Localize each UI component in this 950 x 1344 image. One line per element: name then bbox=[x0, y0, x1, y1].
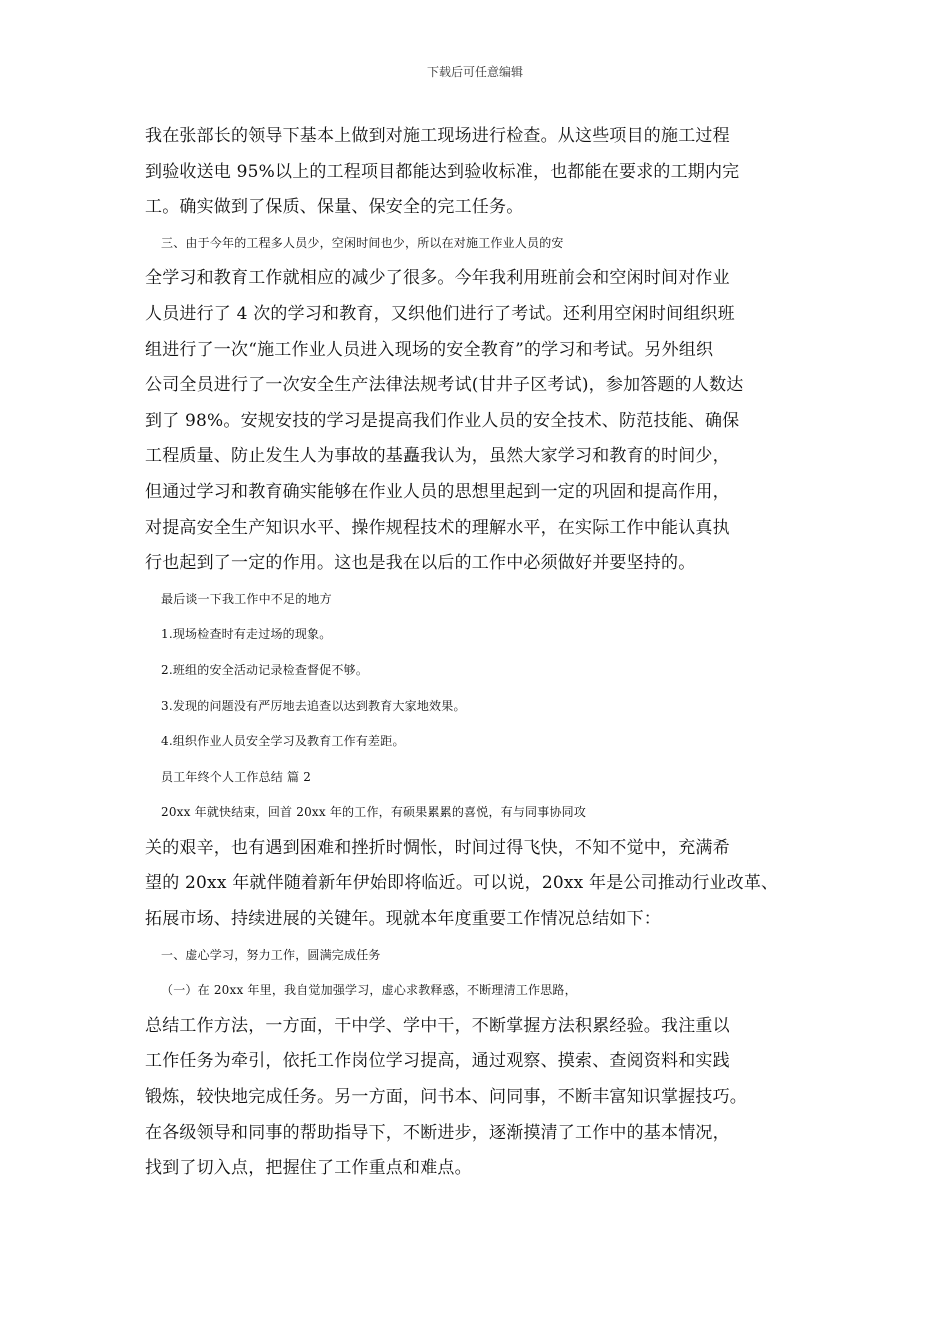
text-line: 公司全员进行了一次安全生产法律法规考试(甘井子区考试)，参加答题的人数达 bbox=[145, 375, 744, 396]
text-line: 人员进行了 4 次的学习和教育，又织他们进行了考试。还利用空闲时间组织班 bbox=[145, 303, 735, 324]
text-line: 关的艰辛，也有遇到困难和挫折时惆怅，时间过得飞快，不知不觉中，充满希 bbox=[145, 837, 730, 858]
text-line: 2.班组的安全活动记录检查督促不够。 bbox=[161, 662, 369, 677]
text-line: （一）在 20xx 年里，我自觉加强学习，虚心求教释惑，不断理清工作思路， bbox=[161, 983, 577, 998]
text-line: 到了 98%。安规安技的学习是提高我们作业人员的安全技术、防范技能、确保 bbox=[145, 410, 740, 431]
text-line: 锻炼，较快地完成任务。另一方面，问书本、问同事，不断丰富知识掌握技巧。 bbox=[145, 1087, 747, 1108]
text-line: 但通过学习和教育确实能够在作业人员的思想里起到一定的巩固和提高作用， bbox=[145, 481, 730, 502]
page-header-note: 下载后可任意编辑 bbox=[426, 65, 523, 79]
text-line: 工。确实做到了保质、保量、保安全的完工任务。 bbox=[145, 197, 524, 218]
text-line: 1.现场检查时有走过场的现象。 bbox=[161, 627, 332, 642]
text-line: 对提高安全生产知识水平、操作规程技术的理解水平，在实际工作中能认真执 bbox=[145, 517, 730, 538]
text-line: 工作任务为牵引，依托工作岗位学习提高，通过观察、摸索、查阅资料和实践 bbox=[145, 1051, 730, 1072]
text-line: 三、由于今年的工程多人员少，空闲时间也少，所以在对施工作业人员的安 bbox=[161, 235, 564, 250]
text-line: 最后谈一下我工作中不足的地方 bbox=[161, 591, 332, 606]
text-line: 总结工作方法，一方面，干中学、学中干，不断掌握方法积累经验。我注重以 bbox=[145, 1015, 730, 1036]
text-line: 20xx 年就快结束，回首 20xx 年的工作，有硕果累累的喜悦，有与同事协同攻 bbox=[161, 805, 587, 820]
text-line: 拓展市场、持续进展的关键年。现就本年度重要工作情况总结如下： bbox=[145, 909, 661, 930]
text-line: 全学习和教育工作就相应的减少了很多。今年我利用班前会和空闲时间对作业 bbox=[145, 268, 730, 289]
text-line: 到验收送电 95%以上的工程项目都能达到验收标准，也都能在要求的工期内完 bbox=[145, 161, 740, 182]
text-line: 在各级领导和同事的帮助指导下，不断进步，逐渐摸清了工作中的基本情况， bbox=[145, 1122, 730, 1143]
text-line: 一、虚心学习，努力工作，圆满完成任务 bbox=[161, 947, 381, 962]
text-line: 我在张部长的领导下基本上做到对施工现场进行检查。从这些项目的施工过程 bbox=[145, 126, 730, 146]
text-line: 找到了切入点，把握住了工作重点和难点。 bbox=[145, 1158, 472, 1179]
text-line: 行也起到了一定的作用。这也是我在以后的工作中必须做好并要坚持的。 bbox=[145, 553, 696, 574]
text-line: 望的 20xx 年就伴随着新年伊始即将临近。可以说，20xx 年是公司推动行业改革、 bbox=[145, 873, 779, 894]
text-line: 3.发现的问题没有严厉地去追查以达到教育大家地效果。 bbox=[161, 698, 466, 713]
text-line: 组进行了一次“施工作业人员进入现场的安全教育”的学习和考试。另外组织 bbox=[145, 339, 714, 360]
text-line: 工程质量、防止发生人为事故的基矗我认为，虽然大家学习和教育的时间少， bbox=[145, 446, 730, 467]
text-line: 4.组织作业人员安全学习及教育工作有差距。 bbox=[161, 734, 405, 749]
text-line: 员工年终个人工作总结 篇 2 bbox=[161, 769, 312, 784]
document-body bbox=[145, 119, 825, 1187]
